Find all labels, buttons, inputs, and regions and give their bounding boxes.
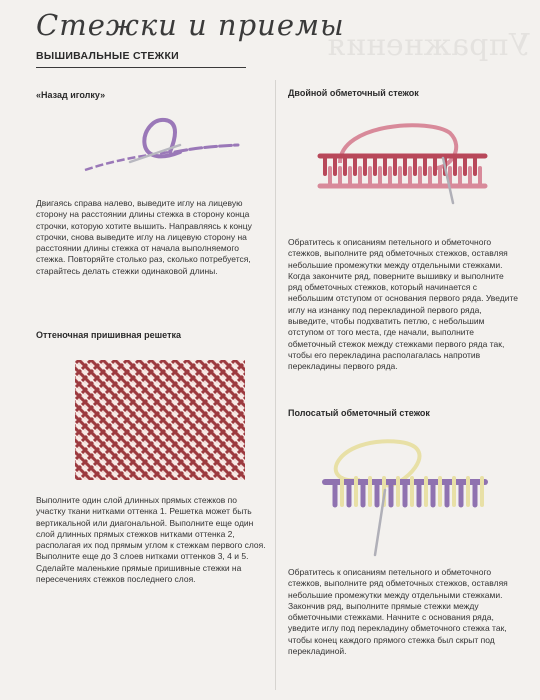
lattice-illustration: [75, 360, 245, 480]
striped-stitch-illustration: [315, 430, 495, 570]
section-heading: ВЫШИВАЛЬНЫЕ СТЕЖКИ: [36, 50, 246, 68]
double-stitch-illustration: [315, 108, 495, 218]
lattice-heading: Оттеночная пришивная решетка: [36, 330, 181, 340]
striped-stitch-loop-thread: [336, 441, 420, 485]
double-stitch-loop-thread: [340, 125, 456, 168]
backstitch-heading: «Назад иголку»: [36, 90, 106, 100]
double-stitch-heading: Двойной обметочный стежок: [288, 88, 419, 98]
column-divider: [275, 80, 276, 690]
backstitch-text: Двигаясь справа налево, выведите иглу на лицевую сторону на расстоянии длины стежка в сторону конца строчки, которую хотите вышить. Направляясь к концу строчки, снова выведите иглу на лицевую сторону на расстоянии длины стежка от начала выполняемого стежка. Повторяйте столько раз, сколько потребуется, старайтесь делать стежки одинаковой длины.: [36, 198, 252, 276]
backstitch-line-right: [175, 145, 238, 152]
ghost-heading: Упражнения: [326, 28, 530, 63]
striped-stitch-heading: Полосатый обметочный стежок: [288, 408, 430, 418]
backstitch-illustration: [70, 112, 260, 182]
double-stitch-text: Обратитесь к описаниям петельного и обметочного стежков, выполните ряд обметочных стежков, оставляя небольшие промежутки между отдельными стежками. Когда закончите ряд, поверните вышивку и выполните ряд обметочных стежков, который начинается с небольшим отступом от основания первого ряда. Уведите иглу на изнанку под перекладиной первого ряда, выведите, чтобы подхватить петлю, с небольшим отступом от того места, где начали, выполните обметочный стежок между стежками первого ряда так, чтобы его перекладина располагалась напротив перекладины первого ряда.: [288, 237, 518, 372]
striped-stitch-text: Обратитесь к описаниям петельного и обметочного стежков, выполните ряд обметочных стежков, оставляя небольшие промежутки между отдельными стежками. Закончив ряд, выполните прямые стежки между обметочными стежками. Начните с основания ряда, уведите иглу под перекладину обметочного стежка так, чтобы конец каждого прямого стежка был скрыт под перекладиной.: [288, 567, 508, 657]
page-title: Стежки и приемы: [36, 8, 345, 42]
lattice-text: Выполните один слой длинных прямых стежков по участку ткани нитками оттенка 1. Решетка может быть вертикальной или диагональной. Выполните еще один слой длинных прямых стежков нитками оттенка 2, располагая их под прямым углом к стежкам первого слоя. Выполните еще до 3 слоев нитками оттенков 3, 4 и 5. Сделайте маленькие прямые пришивные стежки на пересечениях стежков последнего слоя.: [36, 495, 266, 585]
